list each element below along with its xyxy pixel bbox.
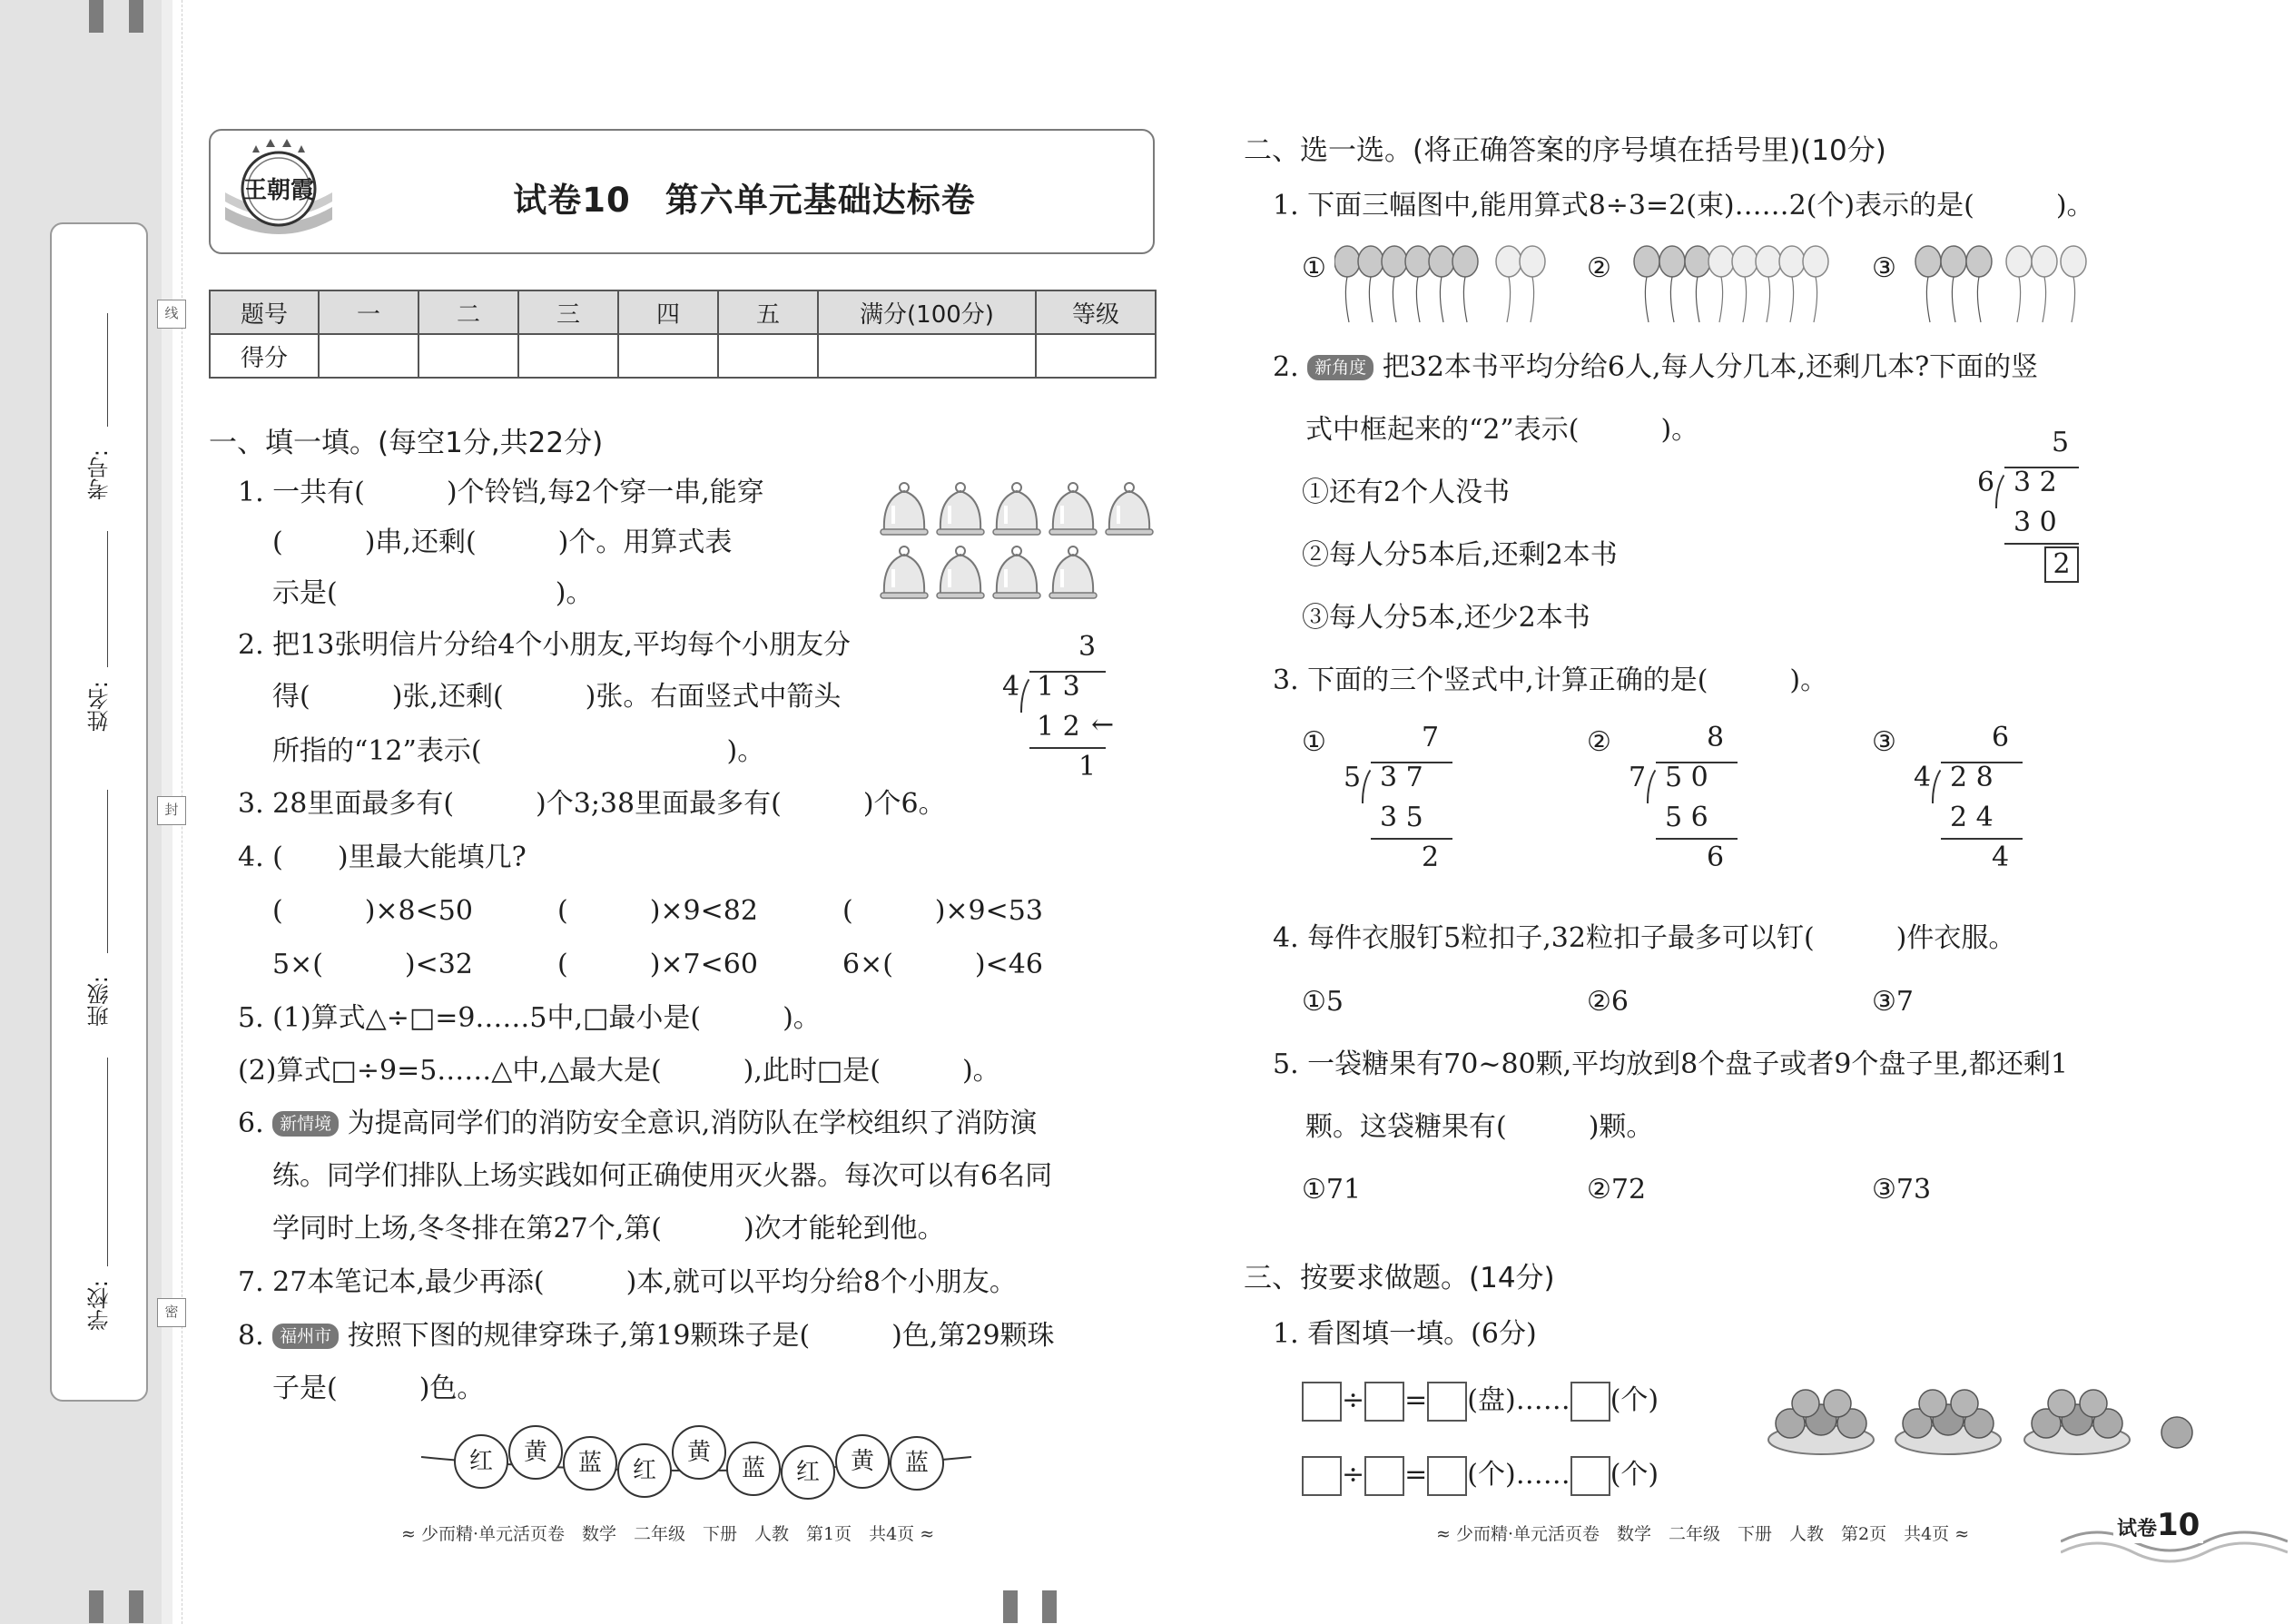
class-line[interactable] xyxy=(107,790,108,953)
q2-line3: 所指的“12”表示( )。 xyxy=(272,735,765,767)
section-1-heading: 一、填一填。(每空1分,共22分) xyxy=(209,427,604,459)
q2-line1: 2. 把13张明信片分给4个小朋友,平均每个小朋友分 xyxy=(238,629,851,661)
score-cell[interactable] xyxy=(618,334,718,378)
s2-q1: 1. 下面三幅图中,能用算式8÷3=2(束)……2(个)表示的是( )。 xyxy=(1273,190,2094,221)
brand-logo xyxy=(216,136,341,243)
answer-box[interactable] xyxy=(1427,1456,1467,1496)
option: ②每人分5本后,还剩2本书 xyxy=(1302,539,1618,571)
remainder: 1 xyxy=(1078,751,1097,782)
division-option-1: 7 5 3 7 3 5 2 xyxy=(1340,722,1467,885)
bead: 红 xyxy=(617,1443,672,1498)
dividend: 3 2 xyxy=(2013,467,2057,498)
extra-peach xyxy=(2161,1417,2192,1448)
option-label: ③ xyxy=(1872,726,1896,758)
answer-box[interactable] xyxy=(1364,1382,1404,1422)
score-cell[interactable] xyxy=(818,334,1036,378)
option-label: ① xyxy=(1302,726,1326,758)
q3: 3. 28里面最多有( )个3;38里面最多有( )个6。 xyxy=(238,788,946,820)
bead: 蓝 xyxy=(890,1436,944,1491)
region-tag: 福州市 xyxy=(272,1324,339,1349)
product: 1 2 xyxy=(1037,711,1080,743)
dividend: 1 3 xyxy=(1037,671,1080,703)
option: ①71 xyxy=(1302,1174,1362,1206)
bead: 蓝 xyxy=(563,1436,617,1491)
school-label: 学校: xyxy=(87,1280,113,1332)
binding-mark: 封 xyxy=(157,796,186,825)
q4-item: 5×( )<32 xyxy=(272,949,473,980)
crop-mark xyxy=(129,0,143,33)
q5-part1: 5. (1)算式△÷□=9……5中,□最小是( )。 xyxy=(238,1002,821,1034)
quotient: 3 xyxy=(1078,631,1097,663)
q4-item: ( )×8<50 xyxy=(272,895,473,927)
school-line[interactable] xyxy=(107,1058,108,1266)
exam-number-line[interactable] xyxy=(107,313,108,427)
equation-2: ÷ = (个)…… (个) xyxy=(1302,1456,1659,1496)
score-header-cell: 题号 xyxy=(210,290,319,334)
q7: 7. 27本笔记本,最少再添( )本,就可以平均分给8个小朋友。 xyxy=(238,1266,1017,1298)
peaches-on-plates xyxy=(1761,1380,2206,1462)
score-row-label: 得分 xyxy=(210,334,319,378)
score-header-cell: 二 xyxy=(418,290,518,334)
score-header-cell: 一 xyxy=(319,290,418,334)
s2-q2-line1: 2. 新角度 把32本书平均分给6人,每人分几本,还剩几本?下面的竖 xyxy=(1273,351,2039,383)
bead: 红 xyxy=(454,1434,508,1489)
equation-1: ÷ = (盘)…… (个) xyxy=(1302,1382,1659,1422)
crop-mark xyxy=(129,1590,143,1623)
class-label: 班级: xyxy=(87,976,113,1028)
s2-q3: 3. 下面的三个竖式中,计算正确的是( )。 xyxy=(1273,664,1828,696)
option: ②72 xyxy=(1587,1174,1647,1206)
q2-long-division xyxy=(999,631,1144,790)
score-cell[interactable] xyxy=(319,334,418,378)
divisor: 6 xyxy=(1977,467,1995,498)
answer-box[interactable] xyxy=(1570,1456,1610,1496)
logo-text: 王朝霞 xyxy=(242,177,315,204)
section-3-heading: 三、按要求做题。(14分) xyxy=(1244,1262,1555,1294)
binding-mark: 线 xyxy=(157,300,186,329)
q1-line2: ( )串,还剩( )个。用算式表 xyxy=(272,527,733,558)
bead: 蓝 xyxy=(726,1442,781,1496)
s2-q5-line2: 颗。这袋糖果有( )颗。 xyxy=(1305,1111,1654,1143)
q4-item: ( )×9<53 xyxy=(842,895,1043,927)
bead: 黄 xyxy=(508,1425,563,1480)
page-title: 试卷10 第六单元基础达标卷 xyxy=(513,181,976,220)
score-table xyxy=(209,290,1157,379)
q5-part2: (2)算式□÷9=5……△中,△最大是( ),此时□是( )。 xyxy=(238,1055,1000,1087)
crop-mark xyxy=(1003,1590,1018,1623)
crop-mark xyxy=(89,0,103,33)
name-line[interactable] xyxy=(107,531,108,667)
new-context-tag: 新情境 xyxy=(272,1111,339,1137)
q4: 4. ( )里最大能填几? xyxy=(238,842,527,873)
s2-q2-line2: 式中框起来的“2”表示( )。 xyxy=(1305,414,1699,446)
s2-q2-long-division xyxy=(1972,427,2090,590)
product: 3 0 xyxy=(2013,507,2057,538)
answer-box[interactable] xyxy=(1302,1382,1342,1422)
q4-item: ( )×9<82 xyxy=(557,895,758,927)
crop-mark xyxy=(1042,1590,1057,1623)
name-label: 姓名: xyxy=(87,681,113,733)
binding-mark: 密 xyxy=(157,1298,186,1327)
s2-q4: 4. 每件衣服钉5粒扣子,32粒扣子最多可以钉( )件衣服。 xyxy=(1273,922,2016,954)
q6-line1: 6. 新情境 为提高同学们的消防安全意识,消防队在学校组织了消防演 xyxy=(238,1107,1038,1139)
division-option-2: 8 7 5 0 5 6 6 xyxy=(1625,722,1752,885)
new-angle-tag: 新角度 xyxy=(1307,355,1373,380)
score-header-cell: 等级 xyxy=(1036,290,1156,334)
crop-mark xyxy=(89,1590,103,1623)
quotient: 5 xyxy=(2052,427,2070,458)
score-header-cell: 五 xyxy=(718,290,818,334)
boxed-remainder: 2 xyxy=(2044,546,2079,583)
score-cell[interactable] xyxy=(718,334,818,378)
option: ③7 xyxy=(1872,986,1914,1018)
exam-number-label: 考号: xyxy=(87,449,113,501)
footer-right: ≈ 少而精·单元活页卷 数学 二年级 下册 人教 第2页 共4页 ≈ xyxy=(1436,1524,1970,1544)
bells-illustration xyxy=(873,477,1155,604)
paper-number-badge: 试卷10 xyxy=(2113,1507,2203,1543)
bead: 红 xyxy=(781,1445,835,1500)
q1-line1: 1. 一共有( )个铃铛,每2个穿一串,能穿 xyxy=(238,477,764,508)
balloon-pictures xyxy=(1334,245,2242,327)
score-header-cell: 三 xyxy=(518,290,618,334)
q6-line2: 练。同学们排队上场实践如何正确使用灭火器。每次可以有6名同 xyxy=(272,1160,1053,1192)
score-cell[interactable] xyxy=(1036,334,1156,378)
answer-box[interactable] xyxy=(1364,1456,1404,1496)
student-info-box xyxy=(50,222,148,1402)
q2-line2: 得( )张,还剩( )张。右面竖式中箭头 xyxy=(272,681,842,713)
answer-box[interactable] xyxy=(1570,1382,1610,1422)
division-option-3: 6 4 2 8 2 4 4 xyxy=(1910,722,2037,885)
s2-q5-line1: 5. 一袋糖果有70~80颗,平均放到8个盘子或者9个盘子里,都还剩1 xyxy=(1273,1048,2068,1080)
q8-line1: 8. 福州市 按照下图的规律穿珠子,第19颗珠子是( )色,第29颗珠 xyxy=(238,1320,1055,1352)
q1-line3: 示是( )。 xyxy=(272,577,594,609)
q6-line3: 学同时上场,冬冬排在第27个,第( )次才能轮到他。 xyxy=(272,1213,945,1245)
answer-box[interactable] xyxy=(1427,1382,1467,1422)
score-header-cell: 满分(100分) xyxy=(818,290,1036,334)
option: ③73 xyxy=(1872,1174,1932,1206)
option-label: ① xyxy=(1302,252,1326,284)
s3-q1: 1. 看图填一填。(6分) xyxy=(1273,1318,1537,1350)
bead: 黄 xyxy=(672,1425,726,1480)
option-label: ③ xyxy=(1872,252,1896,284)
arrow-icon: ← xyxy=(1091,709,1115,741)
footer-left: ≈ 少而精·单元活页卷 数学 二年级 下册 人教 第1页 共4页 ≈ xyxy=(401,1524,935,1544)
q8-line2: 子是( )色。 xyxy=(272,1373,485,1404)
section-2-heading: 二、选一选。(将正确答案的序号填在括号里)(10分) xyxy=(1244,134,1886,167)
answer-box[interactable] xyxy=(1302,1456,1342,1496)
score-header-cell: 四 xyxy=(618,290,718,334)
option: ②6 xyxy=(1587,986,1629,1018)
option-label: ② xyxy=(1587,726,1611,758)
option: ①还有2个人没书 xyxy=(1302,477,1511,508)
option: ③每人分5本,还少2本书 xyxy=(1302,602,1590,634)
q4-item: 6×( )<46 xyxy=(842,949,1043,980)
score-cell[interactable] xyxy=(518,334,618,378)
option: ①5 xyxy=(1302,986,1344,1018)
divisor: 4 xyxy=(1002,671,1020,703)
option-label: ② xyxy=(1587,252,1611,284)
score-cell[interactable] xyxy=(418,334,518,378)
bead: 黄 xyxy=(835,1434,890,1489)
q4-item: ( )×7<60 xyxy=(557,949,758,980)
